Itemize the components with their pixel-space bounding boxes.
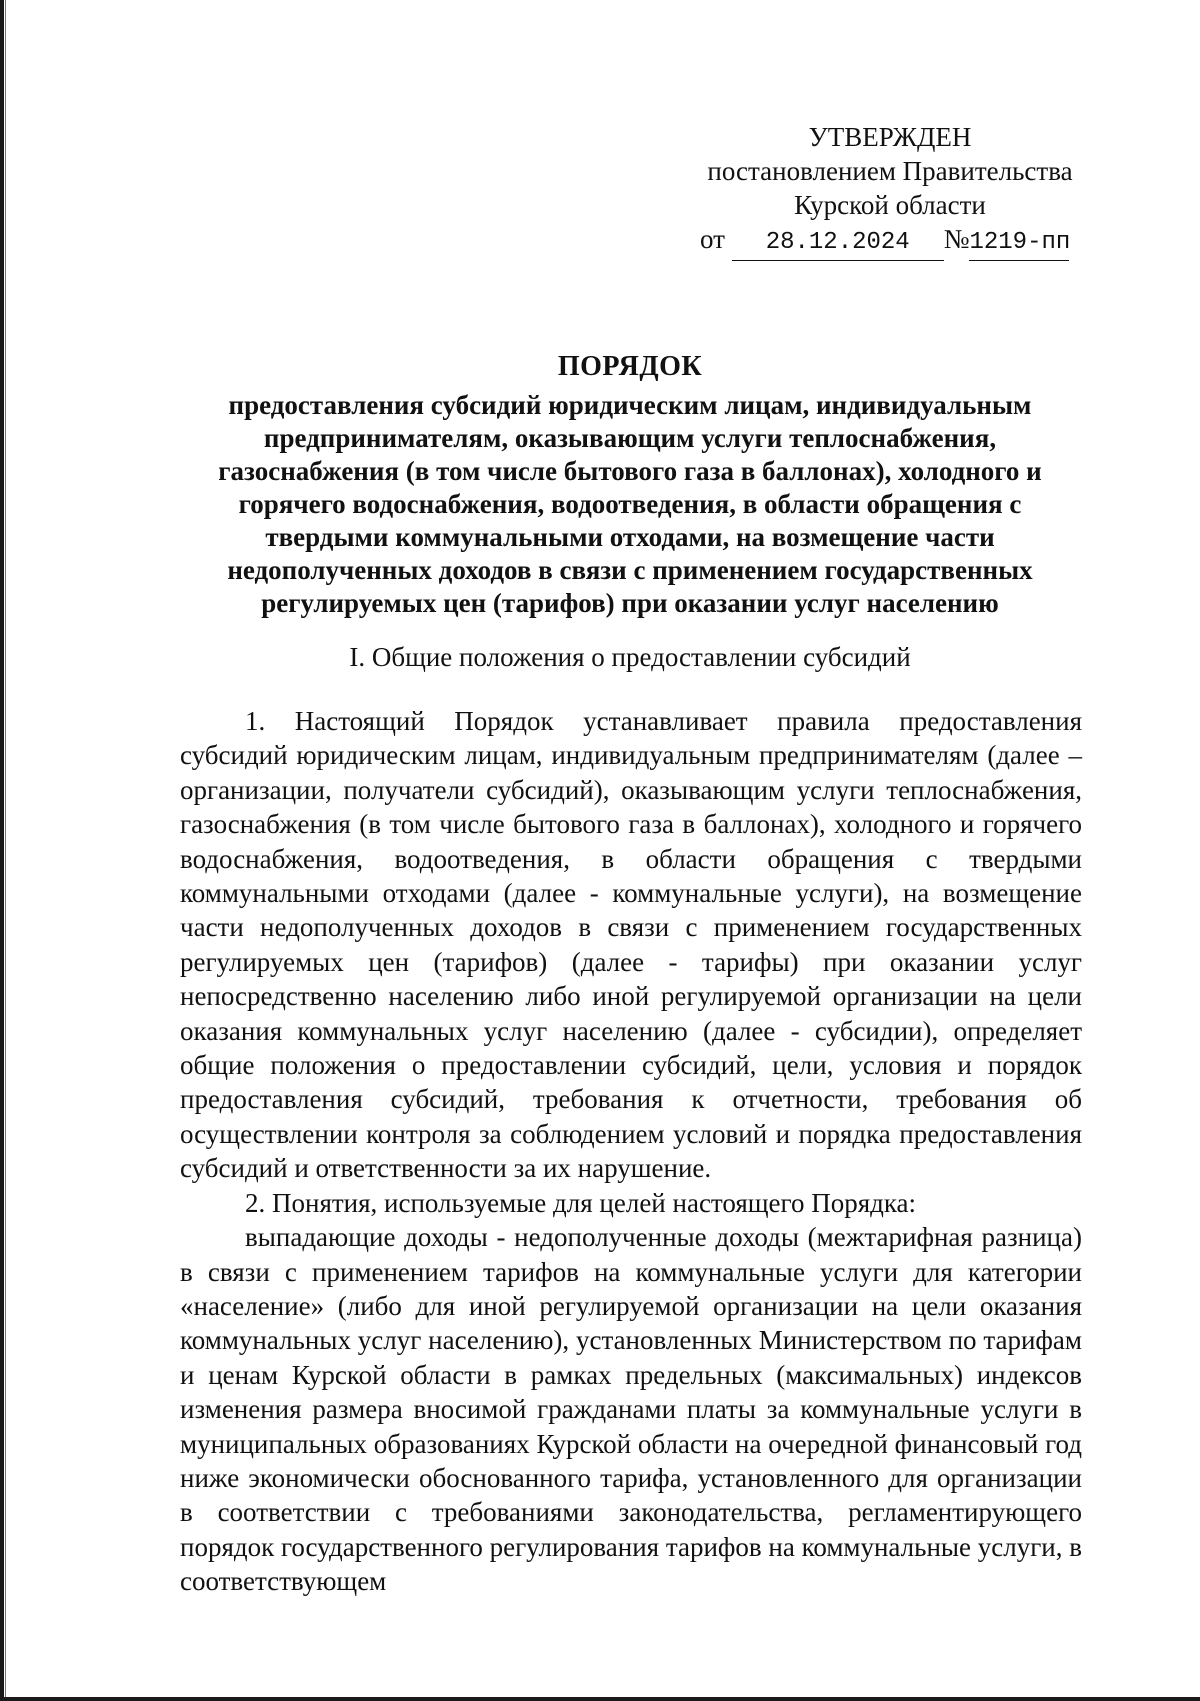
scan-edge-left xyxy=(0,0,4,1701)
section-heading: I. Общие положения о предоставлении субсидий xyxy=(349,642,911,672)
document-title-block xyxy=(180,350,1080,620)
decree-date: 28.12.2024 xyxy=(732,226,944,261)
approval-line-region: Курской области xyxy=(794,190,986,220)
decree-number: 1219-пп xyxy=(969,226,1069,261)
paragraph-3: выпадающие доходы - недополученные доходы (межтарифная разница) в связи с применением тарифов на коммунальные услуги для категории «население» (либо для иной регулируемой организации на цели оказания коммунальных услуг населению), установленных Министерством по тарифам и ценам Курской области в рамках предельных (максимальных) индексов изменения размера вносимой гражданами платы за коммунальные услуги в муниципальных образованиях Курской области на очередной финансовый год ниже экономически обоснованного тарифа, установленного для организации в соответствии с требованиями законодательства, регламентирующего порядок государственного регулирования тарифов на коммунальные услуги, в соответствующем xyxy=(180,1222,1082,1597)
paragraph-1: 1. Настоящий Порядок устанавливает правила предоставления субсидий юридическим лицам, индивидуальным предпринимателям (далее – организации, получатели субсидий), оказывающим услуги теплоснабжения, газоснабжения (в том числе бытового газа в баллонах), холодного и горячего водоснабжения, водоотведения, в области обращения с твердыми коммунальными отходами (далее - коммунальные услуги), на возмещение части недополученных доходов в связи с применением государственных регулируемых цен (тарифов) (далее - тарифы) при оказании услуг непосредственно населению либо иной регулируемой организации на цели оказания коммунальных услуг населению (далее - субсидии), определяет общие положения о предоставлении субсидий, цели, условия и порядок предоставления субсидий, требования к отчетности, требования об осуществлении контроля за соблюдением условий и порядка предоставления субсидий и ответственности за их нарушение. xyxy=(180,706,1082,1184)
document-title: ПОРЯДОК xyxy=(557,351,703,382)
number-prefix: № xyxy=(943,224,970,254)
date-prefix: от xyxy=(700,224,725,254)
scan-edge-bottom xyxy=(0,1697,1200,1701)
approval-date-row xyxy=(690,222,1090,261)
scan-edge-left-shadow xyxy=(5,0,6,1701)
approval-line-approved: УТВЕРЖДЕН xyxy=(808,122,972,152)
paragraph-2: 2. Понятия, используемые для целей настоящего Порядка: xyxy=(245,1187,917,1218)
approval-stamp-block xyxy=(690,120,1090,261)
document-subtitle: предоставления субсидий юридическим лицам, индивидуальным предпринимателям, оказывающим услуги теплоснабжения, газоснабжения (в том числе бытового газа в баллонах), холодного и горячего водоснабжения, водоотведения, в области обращения с твердыми коммунальными отходами, на возмещение части недополученных доходов в связи с применением государственных регулируемых цен (тарифов) при оказании услуг населению xyxy=(218,390,1042,618)
approval-line-decree: постановлением Правительства xyxy=(707,156,1073,186)
document-body xyxy=(180,704,1082,1599)
